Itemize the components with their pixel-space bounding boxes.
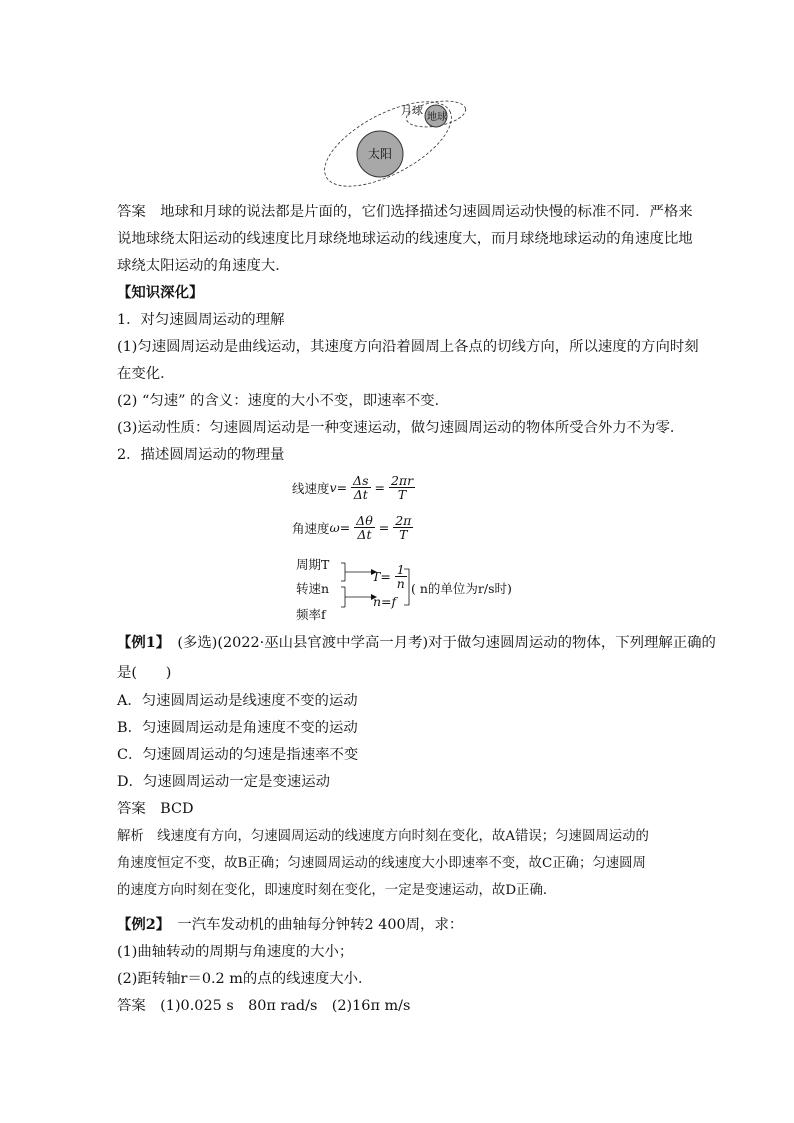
moon-label: 月球 — [401, 104, 423, 117]
earth-label: 地球 — [427, 112, 447, 123]
example1-explanation-line1: 解析 线速度有方向，匀速圆周运动的线速度方向时刻在变化，故A错误；匀速圆周运动的 — [117, 829, 649, 844]
fraction — [389, 474, 415, 501]
numerator: Δs — [353, 473, 369, 488]
fraction — [351, 474, 370, 501]
denominator: Δt — [357, 527, 372, 542]
linear-velocity-formula: 线速度v= $\frac{\Delta s}{\Delta t}$ = $\frac{2\pi r}{T}$ — [292, 473, 414, 502]
knowledge-p2: (2) “匀速” 的含义：速度的大小不变，即速率不变． — [117, 393, 450, 409]
example1-stem: (多选)(2022·巫山县官渡中学高一月考)对于做匀速圆周运动的物体，下列理解正确的 — [163, 635, 716, 651]
example2-stem: 一汽车发动机的曲轴每分钟转2 400周，求： — [163, 917, 464, 933]
numerator: 2πr — [390, 473, 414, 488]
period-eq: T= — [372, 569, 391, 584]
sun-label: 太阳 — [367, 147, 393, 161]
example1-answer: 答案 BCD — [117, 801, 194, 817]
numerator: Δθ — [356, 513, 373, 528]
example2-q1: (1)曲轴转动的周期与角速度的大小； — [117, 944, 354, 960]
numerator: 2π — [395, 513, 412, 528]
knowledge-subtitle-2: 2．描述圆周运动的物理量 — [117, 447, 285, 463]
denominator: n — [396, 576, 405, 591]
frequency-label: 频率f — [296, 607, 326, 622]
fraction — [354, 514, 375, 541]
example1-explanation-line3: 的速度方向时刻在变化，即速度时刻在变化，一定是变速运动，故D正确． — [117, 883, 557, 898]
denominator: Δt — [353, 487, 368, 502]
example2-stem-line — [117, 912, 463, 938]
option-c: C．匀速圆周运动的匀速是指速率不变 — [117, 747, 359, 763]
angular-velocity-var: ω= — [329, 520, 351, 535]
example1-label: 【例1】 — [117, 634, 163, 651]
knowledge-p1b: 在变化． — [117, 366, 175, 382]
example1-stem-line1 — [117, 630, 716, 656]
knowledge-p3: (3)运动性质：匀速圆周运动是一种变速运动，做匀速圆周运动的物体所受合外力不为零． — [117, 420, 685, 436]
option-d: D．匀速圆周运动一定是变速运动 — [117, 774, 331, 790]
speed-label: 转速n — [296, 581, 330, 596]
unit-note: ( n的单位为r/s时) — [411, 581, 512, 596]
denominator: T — [399, 527, 408, 542]
example2-q2: (2)距转轴r＝0.2 m的点的线速度大小． — [117, 971, 373, 987]
period-label: 周期T — [296, 557, 330, 572]
example1-explanation-line2: 角速度恒定不变，故B正确；匀速圆周运动的线速度大小即速率不变，故C正确；匀速圆周 — [117, 856, 646, 871]
answer1-line3: 球绕太阳运动的角速度大． — [117, 258, 290, 274]
answer1-line1: 答案 地球和月球的说法都是片面的，它们选择描述匀速圆周运动快慢的标准不同．严格来 — [117, 204, 693, 220]
speed-relation: n=f — [373, 594, 397, 609]
example2-label: 【例2】 — [117, 916, 163, 933]
knowledge-title: 【知识深化】 — [117, 284, 204, 301]
angular-velocity-formula: 角速度ω= $\frac{\Delta\theta}{\Delta t}$ = $\frac{2\pi}{T}$ — [292, 513, 412, 542]
option-b: B．匀速圆周运动是角速度不变的运动 — [117, 720, 358, 736]
example2-answer: 答案 (1)0.025 s 80π rad/s (2)16π m/s — [117, 998, 411, 1014]
numerator: 1 — [396, 562, 405, 577]
answer1-line2: 说地球绕太阳运动的线速度比月球绕地球运动的线速度大，而月球绕地球运动的角速度比地 — [117, 231, 693, 247]
period-relation — [372, 563, 407, 590]
option-a: A．匀速圆周运动是线速度不变的运动 — [117, 693, 358, 709]
example1-stem-line2: 是( ) — [117, 665, 172, 681]
linear-velocity-var: v= — [329, 480, 348, 495]
angular-velocity-label: 角速度 — [292, 520, 330, 536]
denominator: T — [397, 487, 407, 502]
orbit-diagram — [318, 94, 478, 190]
knowledge-subtitle-1: 1．对匀速圆周运动的理解 — [117, 312, 285, 328]
linear-velocity-label: 线速度 — [292, 480, 330, 496]
knowledge-p1a: (1)匀速圆周运动是曲线运动，其速度方向沿着圆周上各点的切线方向，所以速度的方向时刻 — [117, 339, 699, 355]
fraction — [393, 514, 413, 541]
